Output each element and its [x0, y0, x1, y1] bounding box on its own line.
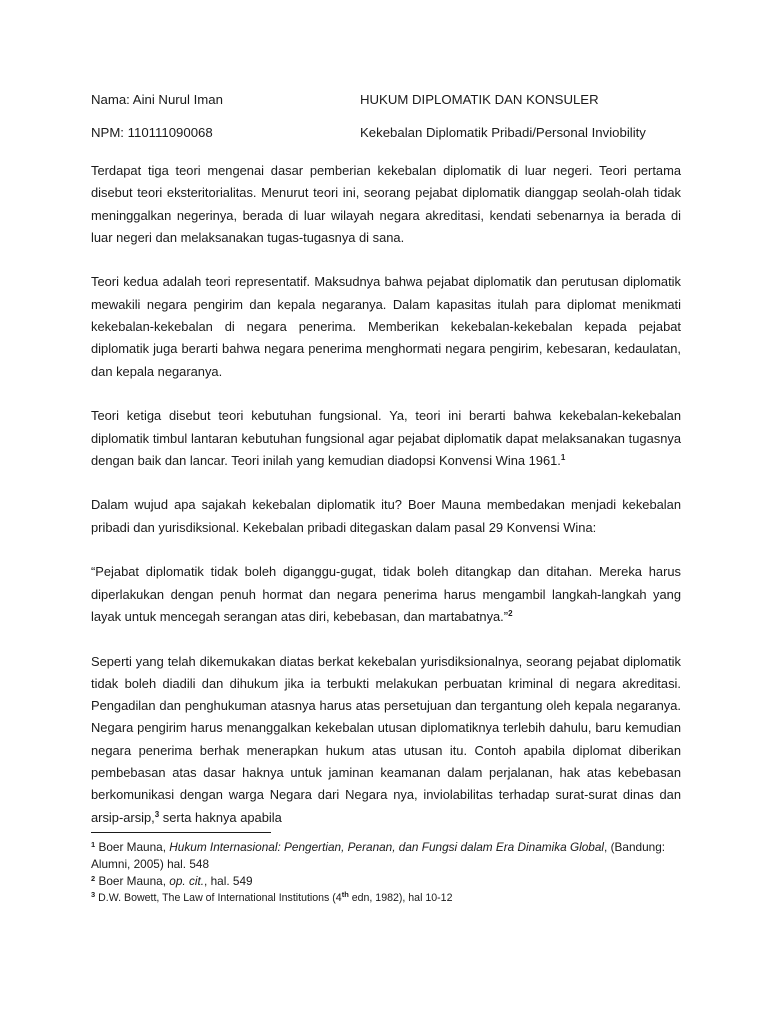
footnote-ref-2: 2 — [508, 608, 513, 618]
header-row-1 — [91, 90, 681, 110]
footnote-2: $^2$ Boer Mauna, op. cit., hal. 549 — [91, 874, 253, 888]
document-page — [91, 0, 681, 1024]
paragraph-2: Teori kedua adalah teori representatif. Maksudnya bahwa pejabat diplomatik dan perutusan diplomatik mewakili negara pengirim dan kepala negaranya. Dalam kapasitas itulah para diplomat menikmati kekebalan-kekebalan di negara penerima. Memberikan kekebalan-kekebalan kepada pejabat diplomatik juga berarti bahwa negara penerima menghormati negara pengirim, kebesaran, kedaulatan, dan kepala negaranya. — [91, 274, 681, 379]
footnote-1: $^1$ Boer Mauna, Hukum Internasional: Pengertian, Peranan, dan Fungsi dalam Era Dinamika Global, (Bandung: Alumni, 2005) hal. 548 — [91, 840, 666, 871]
paper-topic: Kekebalan Diplomatik Pribadi/Personal Inviobility — [360, 125, 646, 140]
footnotes — [91, 839, 681, 906]
paragraph-5-quote: “Pejabat diplomatik tidak boleh diganggu-gugat, tidak boleh ditangkap dan ditahan. Mereka harus diperlakukan dengan penuh hormat dan negara penerima harus mengambil langkah-langkah yang layak untuk mencegah serangan atas diri, kebebasan, dan martabatnya.”$^2$ — [91, 564, 681, 624]
paragraph-1: Terdapat tiga teori mengenai dasar pemberian kekebalan diplomatik di luar negeri. Teori pertama disebut teori eksteritorialitas. Menurut teori ini, seorang pejabat diplomatik dianggap seolah-olah tidak meninggalkan negerinya, berada di luar wilayah negara akreditasi, kendati sebenarnya ia berada di luar negeri dan melaksanakan tugas-tugasnya di sana. — [91, 163, 681, 245]
student-name: Nama: Aini Nurul Iman — [91, 92, 223, 107]
footnote-3: $^3$ D.W. Bowett, The Law of International Institutions (4th edn, 1982), hal 10-12 — [91, 890, 453, 904]
footnote-ref-3: 3 — [154, 809, 160, 819]
footnote-ref-1: 1 — [560, 452, 566, 462]
paragraph-6: Seperti yang telah dikemukakan diatas berkat kekebalan yurisdiksionalnya, seorang pejabat diplomatik tidak boleh diadili dan dihukum jika ia terbukti melakukan perbuatan kriminal di negara akreditasi. Pengadilan dan penghukuman atasnya harus atas persetujuan dan tergantung oleh kepala negaranya. Negara pengirim harus menanggalkan kekebalan utusan diplomatiknya terlebih dahulu, baru kemudian negara penerima berhak menerapkan hukum atas utusan itu. Contoh apabila diplomat diberikan pembebasan atas dasar haknya untuk jaminan keamanan dalam perjalanan, hak atas kebebasan berkomunikasi dengan warga Negara dari Negara nya, inviolabilitas terhadap surat-surat dinas dan arsip-arsip,$^3$ serta haknya apabila — [91, 653, 681, 825]
footnote-separator — [91, 832, 271, 833]
paragraph-4: Dalam wujud apa sajakah kekebalan diplomatik itu? Boer Mauna membedakan menjadi kekebalan pribadi dan yurisdiksional. Kekebalan pribadi ditegaskan dalam pasal 29 Konvensi Wina: — [91, 497, 681, 535]
body-text — [91, 160, 681, 851]
header-row-2 — [91, 123, 681, 143]
student-npm: NPM: 110111090068 — [91, 125, 213, 140]
course-title: HUKUM DIPLOMATIK DAN KONSULER — [360, 92, 599, 107]
paragraph-3: Teori ketiga disebut teori kebutuhan fungsional. Ya, teori ini berarti bahwa kekebalan-kekebalan diplomatik timbul lantaran kebutuhan fungsional agar pejabat diplomatik dapat melaksanakan tugasnya dengan baik dan lancar. Teori inilah yang kemudian diadopsi Konvensi Wina 1961.$^1$ — [91, 408, 681, 468]
